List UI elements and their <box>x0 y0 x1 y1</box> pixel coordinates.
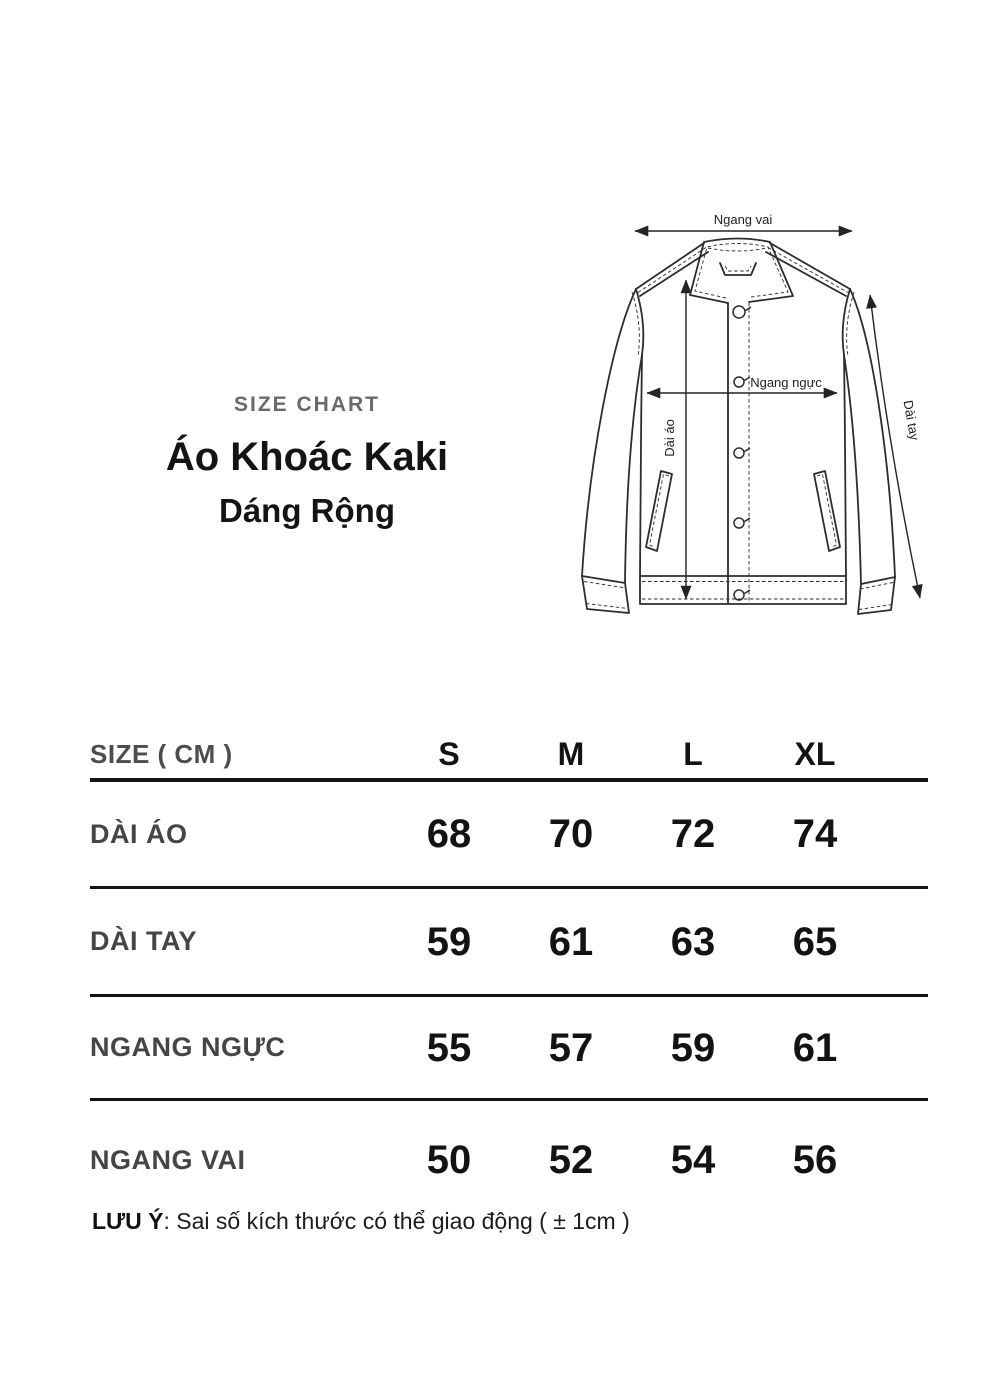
size-col-l: L <box>683 735 703 772</box>
button-stems <box>745 307 752 594</box>
cell-value: 54 <box>670 1138 716 1182</box>
measurement-arrows <box>635 231 920 599</box>
shoulder-width-label: Ngang vai <box>713 212 773 227</box>
cell-value: 50 <box>426 1138 472 1182</box>
sleeve-length-arrow <box>870 295 920 598</box>
cell-value: 61 <box>792 1025 838 1070</box>
hanging-loop <box>720 263 756 275</box>
cell-value: 72 <box>670 812 716 856</box>
right-sleeve-outer <box>850 289 895 577</box>
cell-value: 56 <box>792 1138 838 1182</box>
cell-value: 52 <box>548 1138 594 1182</box>
sleeve-length-label: Dài tay <box>900 398 923 442</box>
right-armhole <box>843 289 850 355</box>
right-pocket <box>814 471 840 551</box>
right-shoulder-seam <box>766 243 850 296</box>
chest-width-label: Ngang ngực <box>750 375 822 390</box>
row-label: NGANG NGỰC <box>90 1032 286 1062</box>
button-5 <box>734 590 744 600</box>
measurement-labels <box>662 212 922 457</box>
waistband <box>640 576 846 604</box>
tolerance-note <box>92 1207 630 1235</box>
size-chart-heading: SIZE CHART <box>234 393 380 416</box>
row-label: DÀI TAY <box>90 926 198 956</box>
size-table <box>90 729 928 1219</box>
left-sleeve-outer <box>582 289 636 576</box>
cell-value: 59 <box>426 919 472 964</box>
cell-value: 59 <box>670 1025 716 1070</box>
note-prefix: LƯU Ý <box>92 1208 164 1234</box>
size-col-m: M <box>557 735 585 772</box>
fit-name: Dáng Rộng <box>219 492 395 529</box>
note-text: : Sai số kích thước có thể giao động ( ± 1cm ) <box>163 1208 630 1234</box>
button-2 <box>734 377 744 387</box>
button-3 <box>734 448 744 458</box>
product-name: Áo Khoác Kaki <box>165 435 449 479</box>
size-col-xl: XL <box>794 735 836 772</box>
body-length-label: Dài áo <box>662 419 677 457</box>
table-header-row <box>90 729 928 782</box>
jacket-outline <box>582 239 895 615</box>
cell-value: 61 <box>548 919 594 964</box>
cell-value: 57 <box>548 1025 594 1070</box>
table-row-dai-tay <box>90 889 928 997</box>
button-column <box>733 306 751 600</box>
right-cuff <box>858 577 895 614</box>
table-row-ngang-nguc <box>90 997 928 1101</box>
table-row-dai-ao <box>90 782 928 889</box>
cell-value: 63 <box>670 919 716 964</box>
size-col-s: S <box>438 735 460 772</box>
button-1 <box>733 306 745 318</box>
cell-value: 74 <box>792 812 838 856</box>
cell-value: 70 <box>548 812 594 856</box>
table-row-ngang-vai <box>90 1101 928 1219</box>
cell-value: 65 <box>792 919 838 964</box>
button-4 <box>734 518 744 528</box>
right-side-seam <box>844 355 846 576</box>
row-label: NGANG VAI <box>90 1144 246 1175</box>
table-header-label: SIZE ( CM ) <box>90 738 233 769</box>
cell-value: 55 <box>426 1025 472 1070</box>
left-side-seam <box>640 355 642 576</box>
title-block <box>150 394 464 527</box>
cell-value: 68 <box>426 812 472 856</box>
row-label: DÀI ÁO <box>90 818 188 849</box>
left-pocket <box>646 471 672 551</box>
left-armhole <box>636 289 643 355</box>
jacket-diagram <box>560 190 980 660</box>
